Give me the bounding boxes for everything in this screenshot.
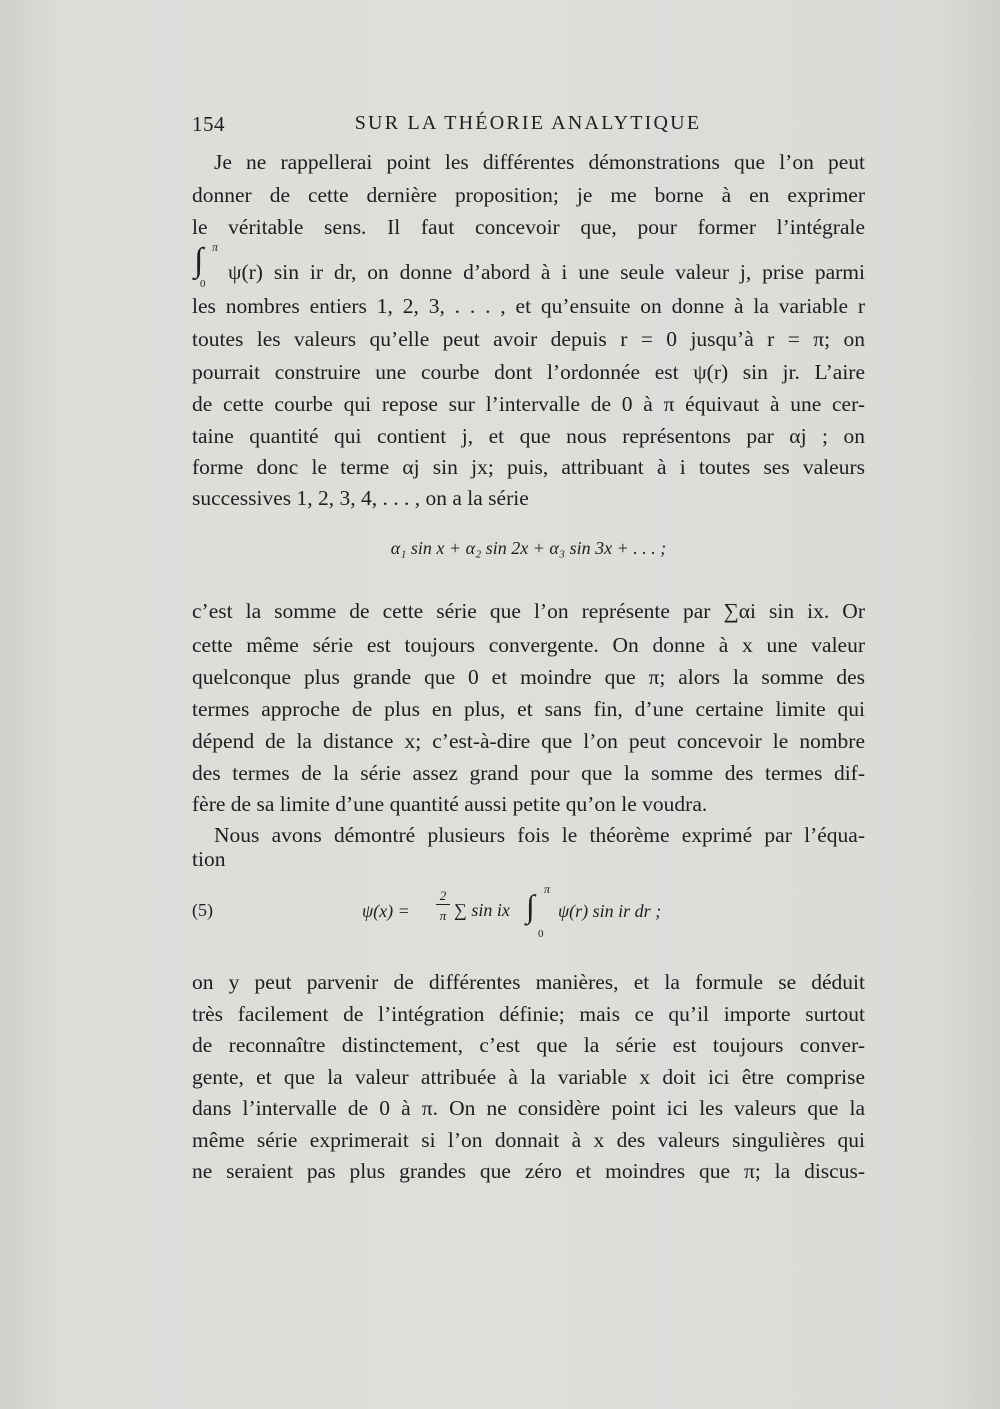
text-line: même série exprimerait si l’on donnait à x des valeurs singulières qui (192, 1128, 865, 1152)
equation-series: α₁ sin x + α₂ sin 2x + α₃ sin 3x + . . . ; (390, 538, 667, 558)
text-line: pourrait construire une courbe dont l’ordonnée est ψ(r) sin jr. L’aire (192, 360, 865, 384)
text-line: très facilement de l’intégration définie; mais ce qu’il importe surtout (192, 1002, 865, 1026)
text-line: Nous avons démontré plusieurs fois le théorème exprimé par l’équa- (214, 823, 865, 847)
text-line: le véritable sens. Il faut concevoir que, pour former l’intégrale (192, 215, 865, 239)
text-line: dépend de la distance x; c’est-à-dire que l’on peut concevoir le nombre (192, 729, 865, 753)
text-line: taine quantité qui contient j, et que nous représentons par αj ; on (192, 424, 865, 448)
text-line: dans l’intervalle de 0 à π. On ne considère point ici les valeurs que la (192, 1096, 865, 1120)
equation-number: (5) (192, 900, 213, 920)
running-title: SUR LA THÉORIE ANALYTIQUE (354, 112, 702, 134)
text-line: forme donc le terme αj sin jx; puis, attribuant à i toutes ses valeurs (192, 455, 865, 479)
text-line: cette même série est toujours convergente. On donne à x une valeur (192, 633, 865, 657)
text-line: ne seraient pas plus grandes que zéro et moindres que π; la discus- (192, 1159, 865, 1183)
text-line: on y peut parvenir de différentes manières, et la formule se déduit (192, 970, 865, 994)
text-line: successives 1, 2, 3, 4, . . . , on a la série (192, 486, 529, 510)
page-header (192, 112, 864, 142)
text-line: quelconque plus grande que 0 et moindre que π; alors la somme des (192, 665, 865, 689)
text-line: fère de sa limite d’une quantité aussi petite qu’on le voudra. (192, 792, 708, 816)
text-line: Je ne rappellerai point les différentes démonstrations que l’on peut (214, 150, 865, 174)
text-line: termes approche de plus en plus, et sans fin, d’une certaine limite qui (192, 697, 865, 721)
integral-sign: ∫ π 0 (194, 240, 219, 290)
text-line: de cette courbe qui repose sur l’intervalle de 0 à π équivaut à une cer- (192, 392, 865, 416)
text-line: des termes de la série assez grand pour que la somme des termes dif- (192, 761, 865, 785)
text-line: ψ(r) sin ir dr, on donne d’abord à i une seule valeur j, prise parmi (228, 260, 865, 284)
text-line: de reconnaître distinctement, c’est que la série est toujours conver- (192, 1033, 865, 1057)
text-line: donner de cette dernière proposition; je me borne à en exprimer (192, 183, 865, 207)
text-line: gente, et que la valeur attribuée à la variable x doit ici être comprise (192, 1065, 865, 1089)
equation-5: ψ(x) = 2 π ∑ sin ix ∫ π 0 ψ(r) sin ir dr ; (362, 882, 662, 940)
text-line: c’est la somme de cette série que l’on représente par ∑αi sin ix. Or (192, 599, 865, 623)
page-number: 154 (192, 112, 225, 136)
text-line: les nombres entiers 1, 2, 3, . . . , et qu’ensuite on donne à la variable r (192, 294, 865, 318)
text-line: tion (192, 847, 226, 871)
text-line: toutes les valeurs qu’elle peut avoir depuis r = 0 jusqu’à r = π; on (192, 327, 865, 351)
